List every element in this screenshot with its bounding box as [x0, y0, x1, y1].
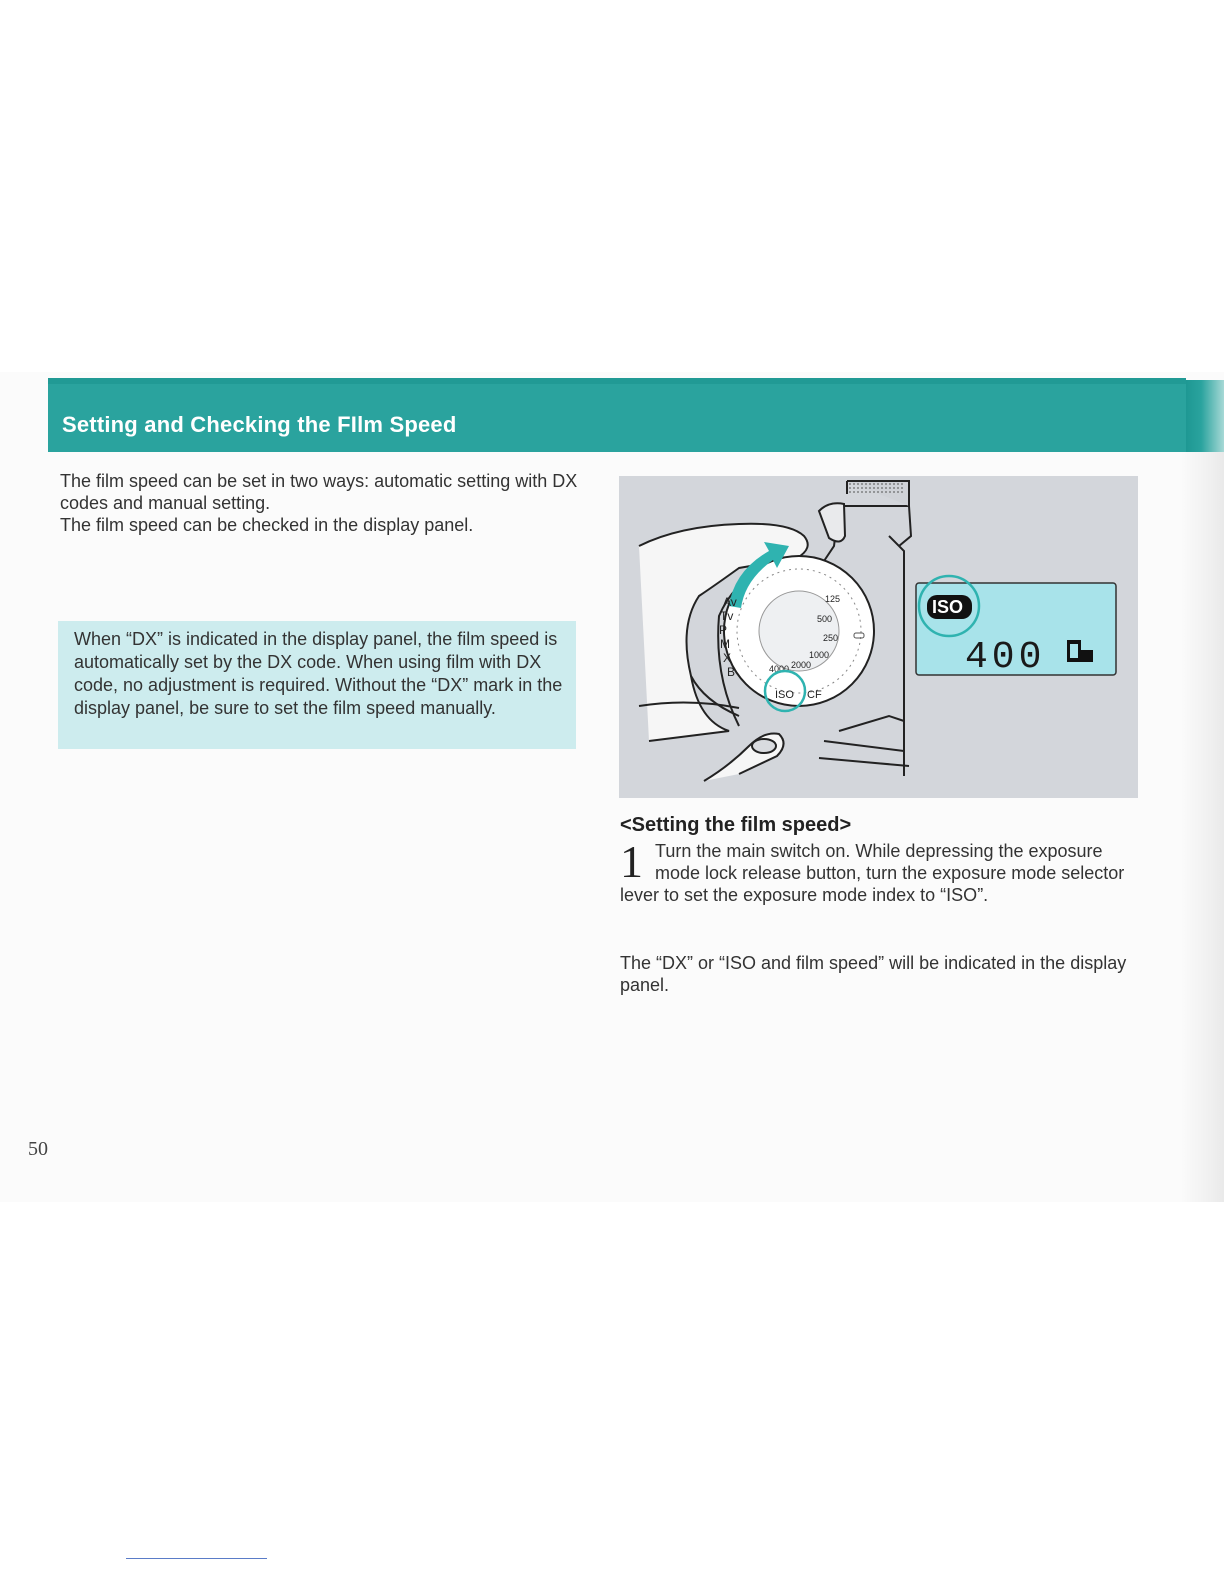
lcd-iso-label: ISO	[932, 597, 964, 617]
dial-cf-label: CF	[807, 689, 822, 701]
step-1	[620, 836, 1130, 906]
dial-speed-125: 125	[825, 594, 841, 604]
intro-paragraph-2: The film speed can be checked in the display panel.	[60, 515, 474, 535]
intro-paragraph-1: The film speed can be set in two ways: automatic setting with DX codes and manual setting.	[60, 471, 578, 513]
page-title: Setting and Checking the FIlm Speed	[62, 412, 457, 437]
step-number: 1	[620, 836, 643, 887]
dial-mark-av: Av	[723, 595, 737, 609]
dial-mark-b: B	[727, 665, 736, 679]
dial-speed-4000: 4000	[769, 664, 790, 674]
section-heading: <Setting the film speed>	[620, 814, 852, 836]
header-edge	[1186, 380, 1224, 452]
camera-drawing	[619, 476, 1138, 798]
bottom-rule	[126, 1558, 267, 1559]
step-note: The “DX” or “ISO and film speed” will be indicated in the display panel.	[620, 953, 1127, 995]
dial-mark-x: X	[723, 651, 732, 665]
step-1-text: Turn the main switch on. While depressing the exposure mode lock release button, turn the exposure mode selector lever to set the exposure mode index to “ISO”.	[620, 841, 1125, 905]
page-number: 50	[28, 1138, 48, 1160]
dial-speed-2000: 2000	[791, 660, 812, 670]
dial-mark-tv: Tv	[720, 609, 734, 623]
camera-illustration	[619, 476, 1138, 798]
intro-text	[60, 470, 590, 536]
note-text: When “DX” is indicated in the display panel, the film speed is automatically set by the DX code. When using film with DX code, no adjustment is required. Without the “DX” mark in the display panel, be sure to set the film speed manually.	[74, 629, 563, 718]
dial-speed-1000: 1000	[809, 650, 830, 660]
header-strip	[48, 378, 1186, 384]
dial-mark-m: M	[720, 637, 730, 651]
lcd-display-panel	[916, 576, 1116, 679]
dial-mark-p: P	[719, 623, 728, 637]
dial-speed-250: 250	[823, 633, 839, 643]
lcd-speed-value: 400	[965, 636, 1046, 679]
page-edge-shadow	[1180, 452, 1224, 1202]
dial-iso-label: ISO	[775, 689, 794, 701]
dial-speed-500: 500	[817, 614, 833, 624]
